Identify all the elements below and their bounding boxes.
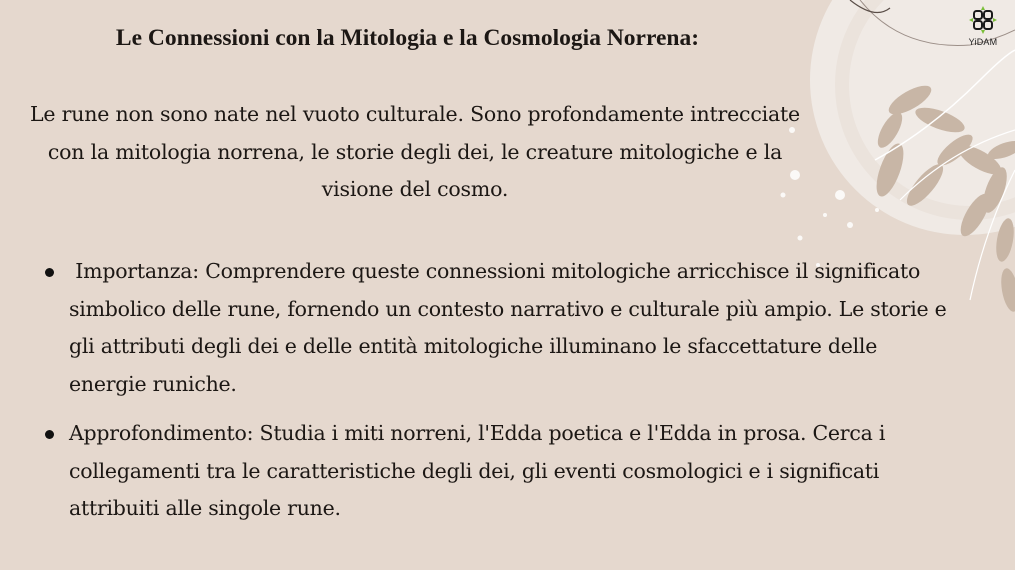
page-title: Le Connessioni con la Mitologia e la Cosmologia Norrena: [115,25,700,51]
yidam-logo [963,4,1003,47]
bullet-text: Approfondimento: Studia i miti norreni, l'Edda poetica e l'Edda in prosa. Cerca i collegamenti tra le caratteristiche degli dei, gli eventi cosmologici e i significati attribuiti alle singole rune. [69,421,886,520]
four-petal-knot-icon [967,4,999,36]
bullet-list [40,253,960,528]
logo-text: YiDAM [968,37,998,47]
bullet-dot-icon [45,268,54,277]
bullet-item-importanza [40,253,960,403]
intro-paragraph: Le rune non sono nate nel vuoto culturale. Sono profondamente intrecciate con la mitologia norrena, le storie degli dei, le creature mitologiche e la visione del cosmo. [30,102,800,201]
bullet-item-approfondimento [40,415,960,528]
bullet-text: Importanza: Comprendere queste connessioni mitologiche arricchisce il significato simbolico delle rune, fornendo un contesto narrativo e culturale più ampio. Le storie e gli attributi degli dei e delle entità mitologiche illuminano le sfaccettature delle energie runiche. [69,259,953,396]
bullet-dot-icon [45,430,54,439]
